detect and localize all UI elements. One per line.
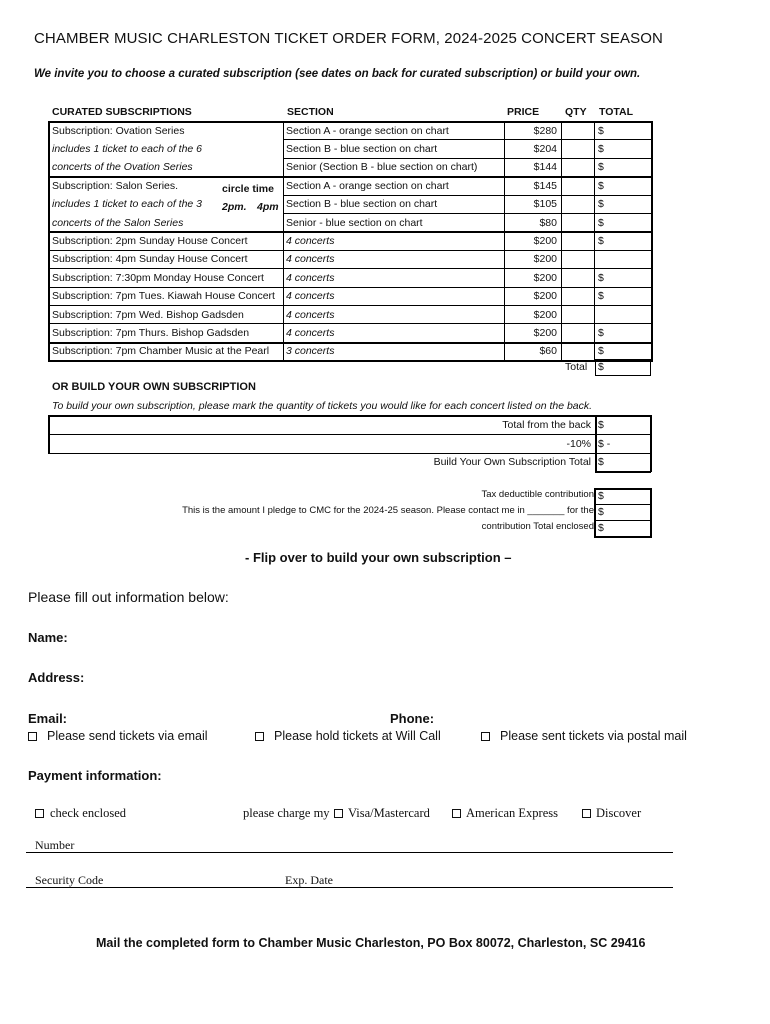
tax-contribution-field[interactable]: $ <box>598 490 604 502</box>
checkbox-icon[interactable] <box>28 732 37 741</box>
total-field[interactable] <box>598 250 649 268</box>
subscription-name: Subscription: Ovation Series <box>52 124 185 137</box>
build-total-label: Build Your Own Subscription Total <box>433 456 591 468</box>
visa-label: Visa/Mastercard <box>348 806 430 820</box>
price-value: $144 <box>533 161 557 174</box>
total-field[interactable]: $ <box>598 234 604 247</box>
pledge-field[interactable]: $ <box>598 506 604 518</box>
section-name: Section A - orange section on chart <box>286 124 449 137</box>
total-field[interactable]: $ <box>598 198 604 211</box>
price-value: $200 <box>533 326 557 339</box>
delivery-mail-label: Please sent tickets via postal mail <box>500 729 687 743</box>
delivery-willcall-option[interactable] <box>255 729 441 743</box>
name-label: Name: <box>28 630 68 645</box>
qty-field[interactable] <box>563 306 593 324</box>
header-qty: QTY <box>565 106 587 118</box>
phone-label: Phone: <box>390 711 435 726</box>
price-value: $200 <box>533 234 557 247</box>
price-value: $80 <box>539 216 557 229</box>
subscription-name: Subscription: 7pm Chamber Music at the Pearl <box>52 345 270 358</box>
visa-option[interactable] <box>334 806 430 821</box>
tax-contribution-label: Tax deductible contribution <box>481 489 594 500</box>
qty-field[interactable] <box>563 214 593 232</box>
total-field[interactable]: $ <box>598 271 604 284</box>
header-total: TOTAL <box>599 106 634 118</box>
qty-field[interactable] <box>563 177 593 195</box>
price-value: $145 <box>533 179 557 192</box>
subscription-name: Subscription: 7:30pm Monday House Concert <box>52 271 264 284</box>
security-line[interactable] <box>26 887 673 888</box>
check-enclosed-label: check enclosed <box>50 806 127 820</box>
table-rule <box>48 360 653 362</box>
amex-label: American Express <box>466 806 558 820</box>
price-value: $200 <box>533 271 557 284</box>
card-number-label: Number <box>35 838 75 852</box>
subscription-name: includes 1 ticket to each of the 6 <box>52 142 203 155</box>
section-name: 4 concerts <box>286 326 335 339</box>
delivery-willcall-label: Please hold tickets at Will Call <box>274 729 441 743</box>
header-section: SECTION <box>287 106 334 118</box>
total-field[interactable]: $ <box>598 179 604 192</box>
checkbox-icon[interactable] <box>334 809 343 818</box>
subscription-name: includes 1 ticket to each of the 3 <box>52 198 203 211</box>
subscription-name: Subscription: 7pm Tues. Kiawah House Concert <box>52 290 275 303</box>
subscription-name: Subscription: 7pm Thurs. Bishop Gadsden <box>52 326 250 339</box>
subscription-name: Subscription: 2pm Sunday House Concert <box>52 234 248 247</box>
total-field[interactable]: $ <box>598 216 604 229</box>
charge-label: please charge my <box>243 806 330 820</box>
price-value: $60 <box>539 345 557 358</box>
header-price: PRICE <box>507 106 540 118</box>
build-table <box>48 415 651 472</box>
amex-option[interactable] <box>452 806 558 821</box>
discount-label: -10% <box>566 438 591 450</box>
address-label: Address: <box>28 670 85 685</box>
section-name: Senior (Section B - blue section on chart) <box>286 161 478 174</box>
section-name: 4 concerts <box>286 253 335 266</box>
qty-field[interactable] <box>563 195 593 213</box>
total-field[interactable]: $ <box>598 326 604 339</box>
price-value: $204 <box>533 142 557 155</box>
contribution-total-field[interactable]: $ <box>598 522 604 534</box>
checkbox-icon[interactable] <box>255 732 264 741</box>
total-field[interactable]: $ <box>598 142 604 155</box>
price-value: $280 <box>533 124 557 137</box>
section-name: Section A - orange section on chart <box>286 179 449 192</box>
price-value: $105 <box>533 198 557 211</box>
checkbox-icon[interactable] <box>582 809 591 818</box>
checkbox-icon[interactable] <box>35 809 44 818</box>
checkbox-icon[interactable] <box>481 732 490 741</box>
section-name: 4 concerts <box>286 290 335 303</box>
contribution-boxes <box>594 488 652 538</box>
price-value: $200 <box>533 308 557 321</box>
checkbox-icon[interactable] <box>452 809 461 818</box>
discount-field: $ - <box>598 438 611 450</box>
qty-field[interactable] <box>563 269 593 287</box>
contribution-total-label: contribution Total enclosed <box>481 521 594 532</box>
section-name: Section B - blue section on chart <box>286 198 438 211</box>
qty-field[interactable] <box>563 232 593 250</box>
salon-time-label: circle time <box>222 183 274 195</box>
delivery-email-option[interactable] <box>28 729 208 743</box>
qty-field[interactable] <box>563 287 593 305</box>
delivery-email-label: Please send tickets via email <box>47 729 208 743</box>
price-value: $200 <box>533 253 557 266</box>
subscription-name: Subscription: Salon Series. <box>52 179 179 192</box>
email-label: Email: <box>28 711 68 726</box>
mailing-address: Mail the completed form to Chamber Music Charleston, PO Box 80072, Charleston, SC 29416 <box>96 936 646 950</box>
section-name: Senior - blue section on chart <box>286 216 423 229</box>
total-field[interactable]: $ <box>598 290 604 303</box>
section-name: 4 concerts <box>286 234 335 247</box>
qty-field[interactable] <box>563 140 593 158</box>
total-field[interactable]: $ <box>598 345 604 358</box>
table-total-label: Total <box>565 361 588 373</box>
fill-out-heading: Please fill out information below: <box>28 589 229 605</box>
table-total-field[interactable]: $ <box>595 359 651 376</box>
section-name: Section B - blue section on chart <box>286 142 438 155</box>
build-instructions: To build your own subscription, please mark the quantity of tickets you would like for each concert listed on the back. <box>52 400 593 412</box>
build-heading: OR BUILD YOUR OWN SUBSCRIPTION <box>52 381 256 393</box>
form-title: CHAMBER MUSIC CHARLESTON TICKET ORDER FORM, 2024-2025 CONCERT SEASON <box>34 30 663 47</box>
section-name: 3 concerts <box>286 345 335 358</box>
check-enclosed-option[interactable] <box>35 806 126 821</box>
total-from-back-label: Total from the back <box>502 419 591 431</box>
subscription-name: Subscription: 4pm Sunday House Concert <box>52 253 248 266</box>
header-curated: CURATED SUBSCRIPTIONS <box>52 106 192 118</box>
qty-field[interactable] <box>563 342 593 360</box>
discover-option[interactable] <box>582 806 641 821</box>
flip-notice: - Flip over to build your own subscription – <box>245 550 512 565</box>
build-total-field[interactable]: $ <box>598 456 604 468</box>
total-from-back-field[interactable]: $ <box>598 419 604 431</box>
subscription-name: concerts of the Ovation Series <box>52 161 193 174</box>
intro-text: We invite you to choose a curated subscription (see dates on back for curated subscription) or build your own. <box>34 68 641 80</box>
salon-time-4pm[interactable]: 4pm <box>257 201 279 213</box>
total-field[interactable]: $ <box>598 124 604 137</box>
delivery-mail-option[interactable] <box>481 729 687 743</box>
subscription-table <box>0 0 770 380</box>
price-value: $200 <box>533 290 557 303</box>
salon-time-2pm[interactable]: 2pm. <box>222 201 247 213</box>
qty-field[interactable] <box>563 324 593 342</box>
total-field[interactable]: $ <box>598 161 604 174</box>
security-code-label: Security Code <box>35 873 104 887</box>
total-field[interactable] <box>598 306 649 324</box>
discover-label: Discover <box>596 806 642 820</box>
qty-field[interactable] <box>563 122 593 140</box>
exp-date-label: Exp. Date <box>285 873 333 887</box>
subscription-name: Subscription: 7pm Wed. Bishop Gadsden <box>52 308 244 321</box>
card-number-line[interactable] <box>26 852 673 853</box>
subscription-name: concerts of the Salon Series <box>52 216 184 229</box>
section-name: 4 concerts <box>286 308 335 321</box>
pledge-label: This is the amount I pledge to CMC for the 2024-25 season. Please contact me in _______ for the <box>182 505 594 516</box>
qty-field[interactable] <box>563 158 593 176</box>
section-name: 4 concerts <box>286 271 335 284</box>
qty-field[interactable] <box>563 250 593 268</box>
payment-heading: Payment information: <box>28 768 162 783</box>
